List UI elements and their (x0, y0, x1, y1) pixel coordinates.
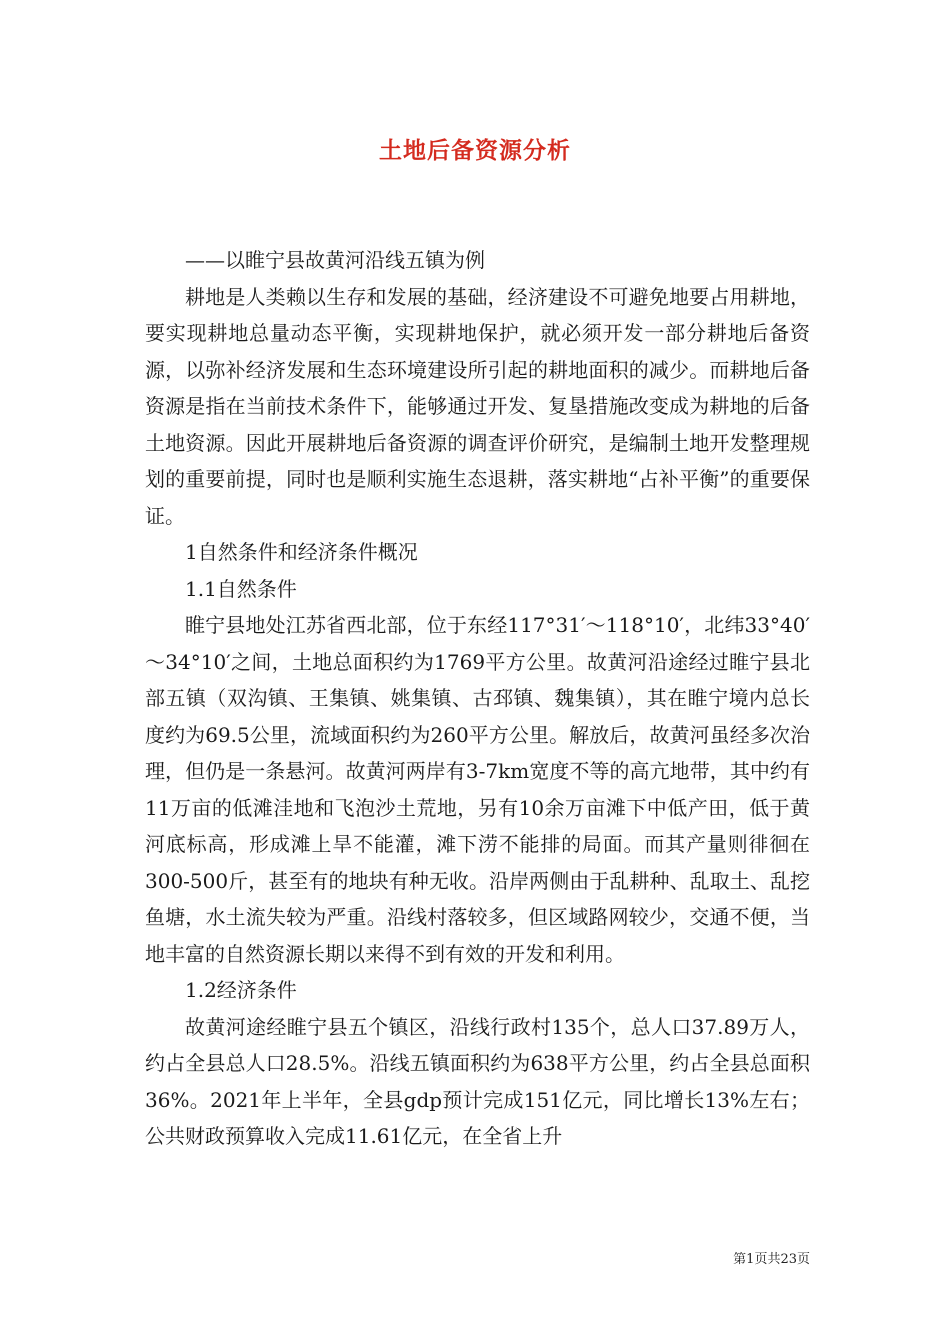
document-body (145, 242, 810, 1155)
document-subtitle: ——以睢宁县故黄河沿线五镇为例 (185, 248, 485, 272)
page-number-footer: 第1页共23页 (733, 1252, 810, 1267)
section-heading-1-1: 1.1自然条件 (185, 576, 297, 601)
section-heading-1: 1自然条件和经济条件概况 (185, 540, 418, 564)
economic-conditions-paragraph: 故黄河途经睢宁县五个镇区，沿线行政村135个，总人口37.89万人，约占全县总人口28.5%。沿线五镇面积约为638平方公里，约占全县总面积36%。2021年上半年，全县gdp预计完成151亿元，同比增长13%左右；公共财政预算收入完成11.61亿元，在全省上升 (145, 1014, 810, 1148)
section-heading-1-2: 1.2经济条件 (185, 978, 297, 1002)
document-title: 土地后备资源分析 (379, 137, 571, 164)
natural-conditions-paragraph: 睢宁县地处江苏省西北部，位于东经117°31′～118°10′，北纬33°40′～34°10′之间，土地总面积约为1769平方公里。故黄河沿途经过睢宁县北部五镇（双沟镇、王集镇、姚集镇、古邳镇、魏集镇），其在睢宁境内总长度约为69.5公里，流域面积约为260平方公里。解放后，故黄河虽经多次治理，但仍是一条悬河。故黄河两岸有3-7km宽度不等的高亢地带，其中约有11万亩的低滩洼地和飞泡沙土荒地，另有10余万亩滩下中低产田，低于黄河底标高，形成滩上旱不能灌，滩下涝不能排的局面。而其产量则徘徊在300-500斤，甚至有的地块有种无收。沿岸两侧由于乱耕种、乱取土、乱挖鱼塘，水土流失较为严重。沿线村落较多，但区域路网较少，交通不便，当地丰富的自然资源长期以来得不到有效的开发和利用。 (145, 613, 810, 966)
intro-paragraph: 耕地是人类赖以生存和发展的基础，经济建设不可避免地要占用耕地，要实现耕地总量动态平衡，实现耕地保护，就必须开发一部分耕地后备资源，以弥补经济发展和生态环境建设所引起的耕地面积的减少。而耕地后备资源是指在当前技术条件下，能够通过开发、复垦措施改变成为耕地的后备土地资源。因此开展耕地后备资源的调查评价研究，是编制土地开发整理规划的重要前提，同时也是顺利实施生态退耕，落实耕地“占补平衡”的重要保证。 (145, 284, 810, 528)
